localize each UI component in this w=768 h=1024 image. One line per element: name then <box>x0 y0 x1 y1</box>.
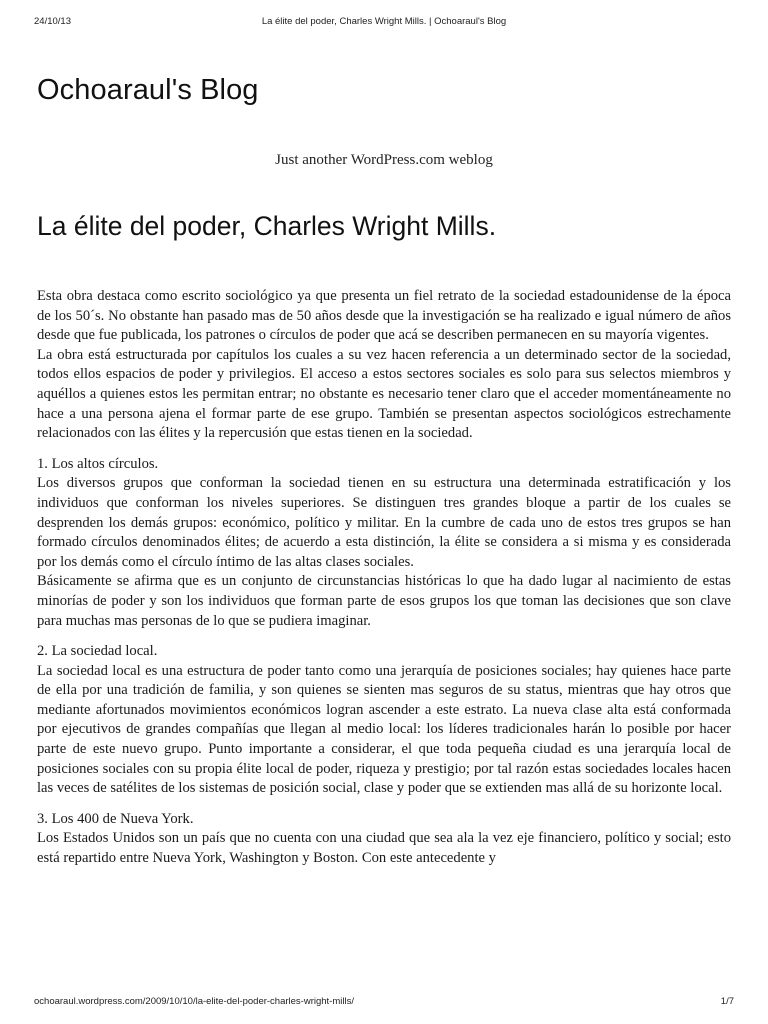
paragraph-structure: La obra está estructurada por capítulos los cuales a su vez hacen referencia a un determinado sector de la sociedad, todos ellos espacios de poder y privilegios. El acceso a estos sectores sociales es solo para sus selectos miembros y aquéllos a quienes estos les permitan entrar; no obstante es necesario tener claro que el acceder momentáneamente no hace a una persona ajena el formar parte de ese grupo. También se presentan aspectos sociológicos estrechamente relacionados con las élites y la repercusión que estas tienen en la sociedad. <box>37 346 731 442</box>
paragraph-sociedad-local: La sociedad local es una estructura de poder tanto como una jerarquía de posiciones sociales; hay quienes hace parte de ella por una tradición de familia, y son quienes se sienten mas seguros de su status, mientras que hay otros que mediante afortunados movimientos económicos logran ascender a este estrato. La nueva clase alta está conformada por ejecutivos de grandes compañías que llegan al medio local: los líderes tradicionales harán lo posible por hacer parte de este nuevo grupo. Punto importante a considerar, el que toda pequeña ciudad es una jerarquía local de posiciones sociales con su propia élite local de poder, riqueza y prestigio; por tal razón estas sociedades locales hacen las veces de satélites de los sistemas de posición social, clase y poder que se extienden mas allá de su horizonte local. <box>37 662 731 797</box>
section-heading-sociedad-local: 2. La sociedad local. <box>37 643 158 660</box>
post-title[interactable]: La élite del poder, Charles Wright Mills. <box>37 211 497 241</box>
page-number: 1/7 <box>720 996 734 1007</box>
paragraph-nueva-york: Los Estados Unidos son un país que no cuenta con una ciudad que sea ala la vez eje financiero, político y social; esto está repartido entre Nueva York, Washington y Boston. Con este antecedente y <box>37 830 731 867</box>
paragraph-intro: Esta obra destaca como escrito sociológico ya que presenta un fiel retrato de la sociedad estadounidense de la época de los 50´s. No obstante han pasado mas de 50 años desde que la investigación se ha realizado e igual número de años desde que fue publicada, los patrones o círculos de poder que acá se describen permanecen en su mayoría vigentes. <box>37 288 731 344</box>
blog-title[interactable]: Ochoaraul's Blog <box>37 74 259 106</box>
print-footer <box>34 996 734 1010</box>
paragraph-circunstancias: Básicamente se afirma que es un conjunto de circunstancias históricas lo que ha dado lugar al nacimiento de estas minorías de poder y son los individuos que forman parte de esos grupos los que toman las decisiones que son clave para muchas mas personas de lo que se pudiera imaginar. <box>37 573 731 629</box>
print-header <box>34 16 734 30</box>
paragraph-altos-circulos: Los diversos grupos que conforman la sociedad tienen en su estructura una determinada estratificación y los individuos que conforman los niveles superiores. Se distinguen tres grandes bloque a partir de los cuales se desprenden los demás grupos: económico, político y militar. En la cumbre de cada uno de estos tres grupos se han formado círculos denominados élites; de acuerdo a esta distinción, la élite se considera a si misma y es considerada por los demás como el círculo íntimo de las altas clases sociales. <box>37 475 731 570</box>
post-body <box>37 287 731 869</box>
section-heading-nueva-york: 3. Los 400 de Nueva York. <box>37 810 194 827</box>
print-date: 24/10/13 <box>34 16 71 27</box>
section-heading-altos-circulos: 1. Los altos círculos. <box>37 455 159 472</box>
blog-tagline: Just another WordPress.com weblog <box>275 152 493 168</box>
page-url: ochoaraul.wordpress.com/2009/10/10/la-elite-del-poder-charles-wright-mills/ <box>34 996 354 1007</box>
print-document-title: La élite del poder, Charles Wright Mills. | Ochoaraul's Blog <box>261 16 507 27</box>
